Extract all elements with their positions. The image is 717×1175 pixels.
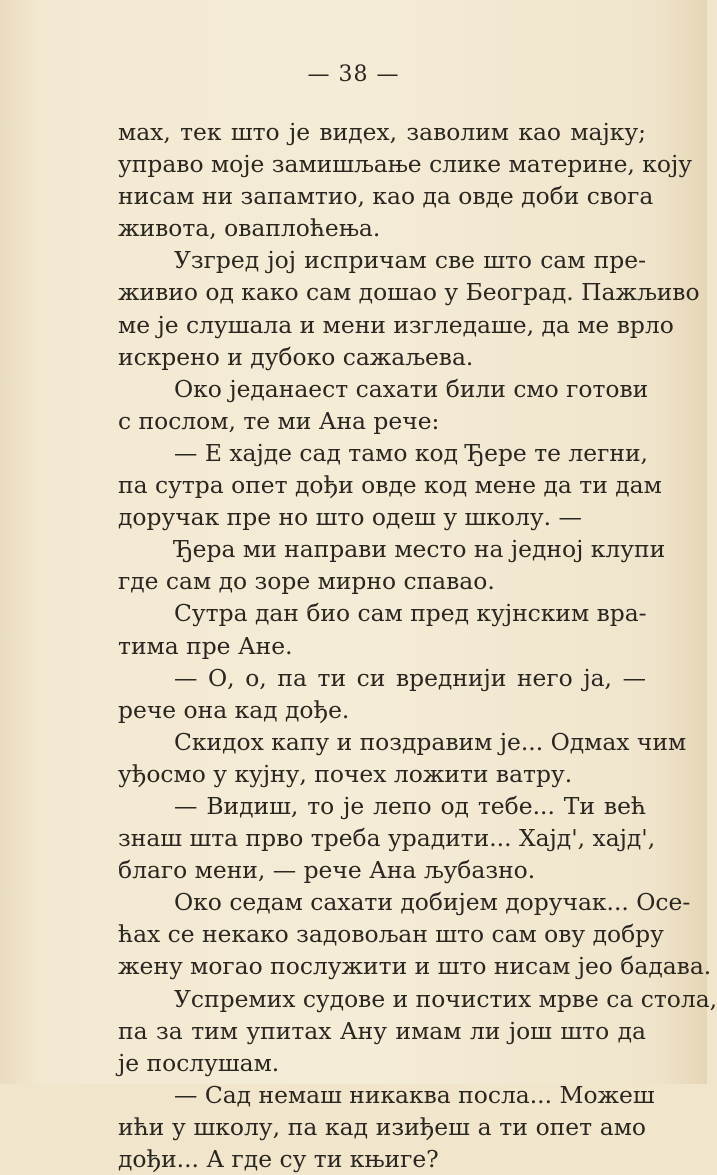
text-line: живота, оваплоћења. [118, 214, 381, 243]
text-line: па за тим упитах Ану имам ли још што да [118, 1016, 646, 1045]
dialogue-line: — Сад немаш никаква посла... Можеш [174, 1080, 655, 1109]
text-line: дођи... А где су ти књиге? [118, 1145, 439, 1173]
text-line: ме је слушала и мени изгледаше, да ме врло [118, 310, 674, 339]
paragraph-start-line: Око једанаест сахати били смо готови [174, 374, 649, 403]
text-line: тима пре Ане. [118, 631, 293, 660]
text-line: жену могао послужити и што нисам јео бадава. [118, 952, 712, 981]
text-line: благо мени, — рече Ана љубазно. [118, 856, 536, 885]
text-line: ићи у школу, па кад изиђеш а ти опет амо [118, 1112, 646, 1141]
text-line: је послушам. [118, 1048, 280, 1077]
dialogue-line: — О, о, па ти си вреднији него ја, — [174, 663, 646, 692]
paragraph-start-line: Око седам сахати добијем доручак... Осе- [174, 888, 691, 917]
text-line: знаш шта прво треба урадити... Хајд', хајд', [118, 824, 656, 853]
text-line: уђосмо у кујну, почех ложити ватру. [118, 759, 573, 788]
text-line: мах, тек што је видех, заволим као мајку; [118, 118, 646, 146]
dialogue-line: — Е хајде сад тамо код Ђере те легни, [174, 438, 648, 467]
text-line: живио од како сам дошао у Београд. Пажљиво [118, 278, 700, 307]
text-line: па сутра опет дођи овде код мене да ти дам [118, 471, 662, 500]
text-line: где сам до зоре мирно спавао. [118, 567, 495, 596]
text-line: ћах се некако задовољан што сам ову добру [118, 920, 664, 949]
paragraph-start-line: Успремих судове и почистих мрве са стола, [174, 984, 717, 1013]
page-number: — 38 — [307, 62, 400, 87]
paragraph-start-line: Сутра дан био сам пред кујнским вра- [174, 599, 647, 628]
paragraph-start-line: Ђера ми направи место на једној клупи [174, 535, 666, 564]
text-line: искрено и дубоко сажаљева. [118, 342, 474, 371]
text-line: с послом, те ми Ана рече: [118, 406, 440, 435]
text-body [118, 116, 717, 1175]
dialogue-line: — Видиш, то је лепо од тебе... Ти већ [174, 791, 646, 820]
paragraph-start-line: Скидох капу и поздравим је... Одмах чим [174, 727, 687, 756]
text-line: рече она кад дође. [118, 695, 350, 724]
text-line: доручак пре но што одеш у школу. — [118, 503, 582, 532]
text-line: управо моје замишљање слике материне, коју [118, 150, 693, 179]
text-line: нисам ни запамтио, као да овде доби свога [118, 182, 654, 211]
paragraph-start-line: Узгред јој испричам све што сам пре- [174, 246, 646, 275]
